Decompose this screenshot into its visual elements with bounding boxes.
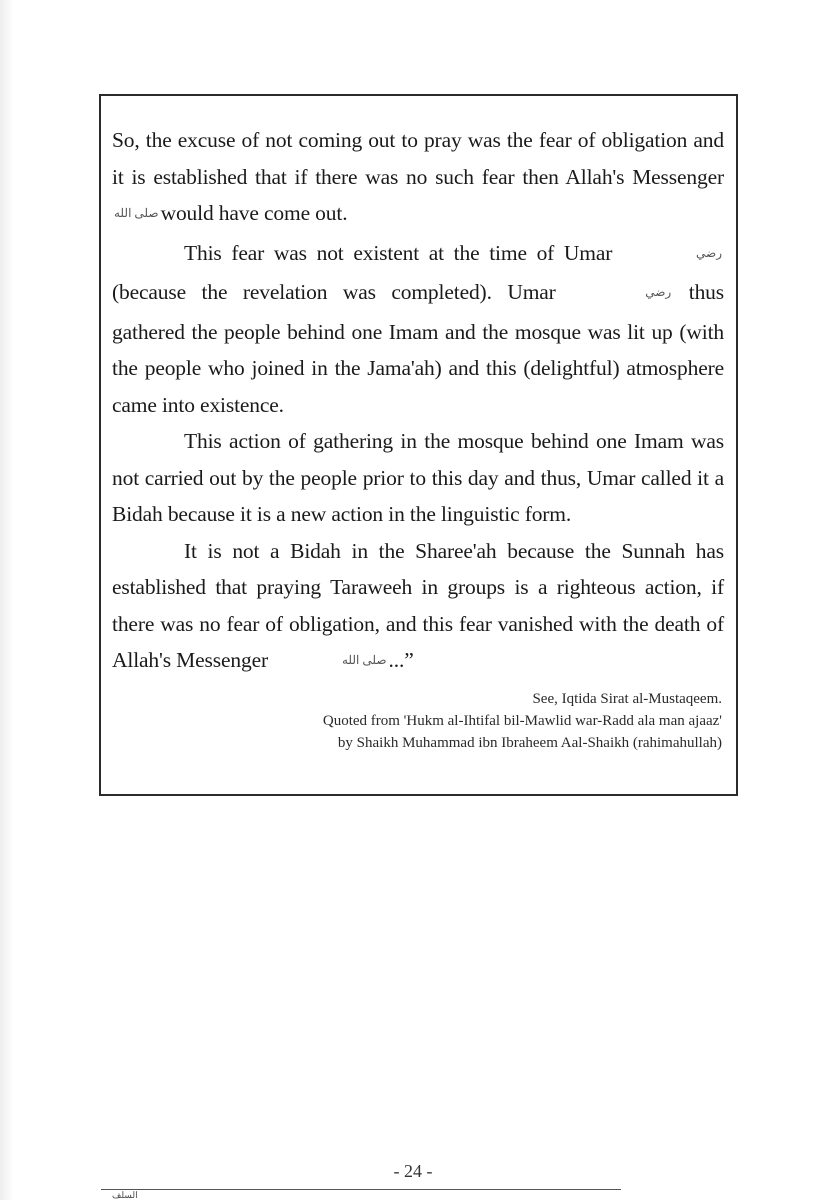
publisher-logo-icon: السلف xyxy=(112,1190,138,1200)
paragraph-2-text-b: (because the revelation was completed). Umar xyxy=(112,280,556,304)
paragraph-3-text: This action of gathering in the mosque behind one Imam was not carried out by the people prior to this day and thus, Umar called it a Bidah because it is a new action in the linguistic form. xyxy=(112,429,724,526)
paragraph-2-text-a: This fear was not existent at the time of Umar xyxy=(184,240,613,265)
attribution-line-1: See, Iqtida Sirat al-Mustaqeem. xyxy=(532,690,722,707)
source-attribution xyxy=(112,688,724,754)
paragraph-4-text-b: ...” xyxy=(388,648,414,672)
footer-divider xyxy=(101,1189,621,1190)
salallahu-alayhi-wasallam-icon: صلى الله xyxy=(341,653,387,667)
paragraph-1-text-b: would have come out. xyxy=(160,201,348,225)
radiallahu-anhu-icon: رضي xyxy=(645,285,672,299)
paragraph-3 xyxy=(112,423,724,533)
paragraph-4-text-a: It is not a Bidah in the Sharee'ah because the Sunnah has established that praying Taraweeh in groups is a righteous action, if there was no fear of obligation, and this fear vanished with the death of Allah's Messenger xyxy=(112,538,724,672)
salallahu-alayhi-wasallam-icon: صلى الله xyxy=(114,206,159,220)
attribution-line-2: Quoted from 'Hukm al-Ihtifal bil-Mawlid war-Radd ala man ajaaz' xyxy=(322,712,722,729)
paragraph-1 xyxy=(112,122,724,235)
quote-box xyxy=(99,94,738,796)
page-edge xyxy=(0,0,14,1200)
radiallahu-anhu-icon: رضي xyxy=(696,245,722,260)
paragraph-2 xyxy=(112,235,724,424)
page-number: - 24 - xyxy=(393,1161,433,1181)
paragraph-2-text-c: thus gathered the people behind one Imam and the mosque was lit up (with the people who joined in the Jama'ah) and this (delightful) atmosphere came into existence. xyxy=(112,280,724,417)
paragraph-4 xyxy=(112,533,724,682)
attribution-line-3: by Shaikh Muhammad ibn Ibraheem Aal-Shaikh (rahimahullah) xyxy=(337,734,722,751)
paragraph-1-text-a: So, the excuse of not coming out to pray was the fear of obligation and it is established that if there was no such fear then Allah's Messenger xyxy=(112,128,724,189)
